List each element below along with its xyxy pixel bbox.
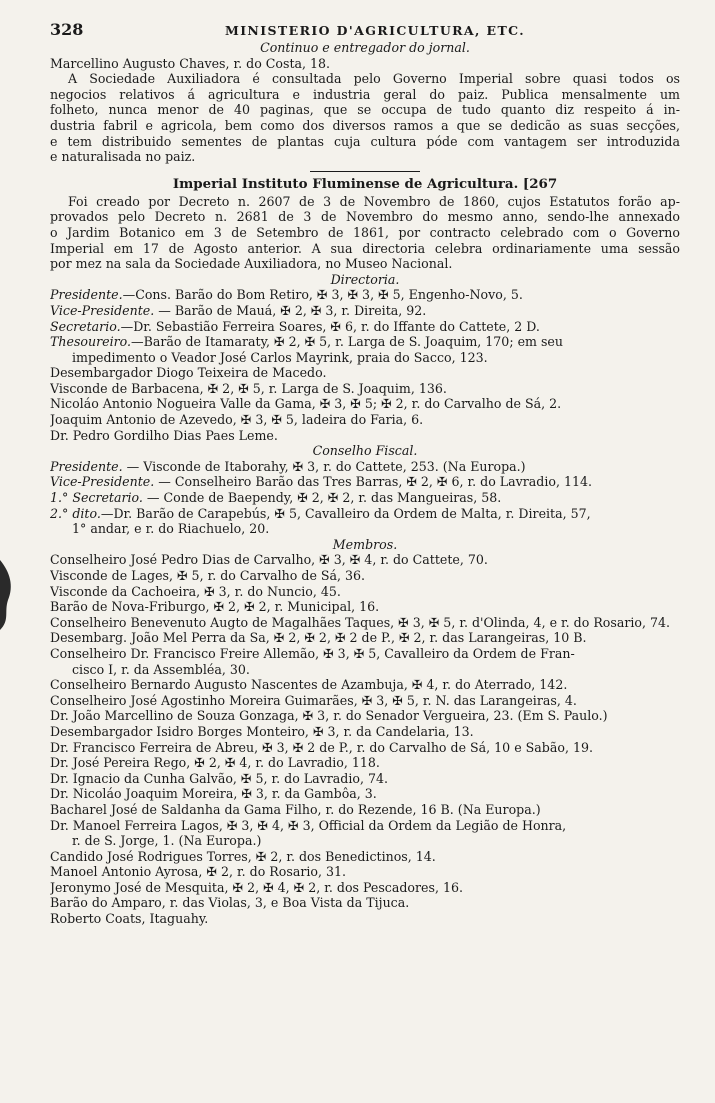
- entry-text: Visconde de Barbacena, ✠ 2, ✠ 5, r. Larga de S. Joaquim, 136.: [50, 380, 447, 396]
- list-item: [50, 365, 680, 381]
- directoria-list: [50, 287, 680, 443]
- list-item: [50, 334, 680, 350]
- entry-text: —Cons. Barão do Bom Retiro, ✠ 3, ✠ 3, ✠ 5, Engenho-Novo, 5.: [122, 287, 523, 303]
- text-line: Barão do Amparo, r. das Violas, 3, e Boa Vista da Tijuca.: [50, 895, 410, 911]
- text-line: Conselheiro José Pedro Dias de Carvalho, ✠ 3, ✠ 4, r. do Cattete, 70.: [50, 552, 488, 568]
- conselho-list: [50, 459, 680, 537]
- list-item: [50, 521, 680, 537]
- membros-heading: Membros.: [332, 536, 398, 552]
- text-line: Dr. Ignacio da Cunha Galvão, ✠ 5, r. do Lavradio, 74.: [50, 770, 389, 786]
- entry-text: 1° andar, e r. do Riachuelo, 20.: [72, 521, 270, 537]
- text-line: Dr. João Marcellino de Souza Gonzaga, ✠ 3, r. do Senador Vergueira, 23. (Em S. Paulo.): [50, 708, 608, 724]
- entry-text: Desembargador Diogo Teixeira de Macedo.: [50, 365, 327, 381]
- list-item: [50, 490, 680, 506]
- section-subtitle: Continuo e entregador do jornal.: [260, 40, 470, 55]
- running-title: MINISTERIO D'AGRICULTURA, ETC.: [224, 23, 526, 38]
- text-line: Bacharel José de Saldanha da Gama Filho, r. do Rezende, 16 B. (Na Europa.): [50, 801, 541, 817]
- role-label: Vice-Presidente.: [50, 302, 155, 318]
- entry-text: —Dr. Barão de Carapebús, ✠ 5, Cavalleiro da Ordem de Malta, r. Direita, 57,: [100, 505, 591, 521]
- text-line: Dr. Francisco Ferreira de Abreu, ✠ 3, ✠ 2 de P., r. do Carvalho de Sá, 10 e Sabão, 19.: [50, 739, 593, 755]
- list-item: [50, 303, 680, 319]
- text-line: provados pelo Decreto n. 2681 de 3 de Novembro do mesmo anno, sendo-lhe annexado: [50, 209, 680, 225]
- text-line: Roberto Coats, Itaguahy.: [50, 911, 209, 927]
- text-line: e naturalisada no paiz.: [50, 149, 196, 165]
- list-item: [50, 319, 680, 335]
- text-line: o Jardim Botanico em 3 de Setembro de 1861, por contracto celebrado com o Governo: [50, 224, 680, 240]
- role-label: 1.° Secretario.: [50, 490, 143, 506]
- text-line: por mez na sala da Sociedade Auxiliadora, no Museo Nacional.: [50, 256, 453, 272]
- list-item: [50, 428, 680, 444]
- entry-text: — Conselheiro Barão das Tres Barras, ✠ 2, ✠ 6, r. do Lavradio, 114.: [154, 474, 593, 490]
- entry-text: Joaquim Antonio de Azevedo, ✠ 3, ✠ 5, ladeira do Faria, 6.: [50, 412, 424, 428]
- entry-text: Dr. Pedro Gordilho Dias Paes Leme.: [50, 427, 278, 443]
- role-label: Presidente.: [50, 458, 123, 474]
- text-line: Conselheiro Benevenuto Augto de Magalhães Taques, ✠ 3, ✠ 5, r. d'Olinda, 4, e r. do Rosario, 74.: [50, 614, 671, 630]
- list-item: [50, 506, 680, 522]
- role-label: Secretario.: [50, 318, 121, 334]
- text-line: e tem distribuido sementes de plantas cuja cultura póde com vantagem ser introduzida: [50, 133, 680, 149]
- text-line: Dr. José Pereira Rego, ✠ 2, ✠ 4, r. do Lavradio, 118.: [50, 755, 380, 771]
- text-line: Manoel Antonio Ayrosa, ✠ 2, r. do Rosario, 31.: [50, 864, 346, 880]
- text-line: A Sociedade Auxiliadora é consultada pelo Governo Imperial sobre quasi todos os: [68, 71, 680, 87]
- text-line: Barão de Nova-Friburgo, ✠ 2, ✠ 2, r. Municipal, 16.: [50, 599, 380, 615]
- list-item: [50, 396, 680, 412]
- directoria-heading: Directoria.: [330, 271, 400, 287]
- entry-text: — Conde de Baependy, ✠ 2, ✠ 2, r. das Mangueiras, 58.: [142, 490, 502, 506]
- role-label: 2.° dito.: [50, 505, 101, 521]
- text-line: Visconde da Cachoeira, ✠ 3, r. do Nuncio, 45.: [50, 583, 341, 599]
- role-label: Thesoureiro.: [50, 334, 132, 350]
- text-line: Imperial em 17 de Agosto anterior. A sua directoria celebra ordinariamente uma sessão: [50, 240, 680, 256]
- section1-body: [50, 56, 680, 165]
- role-label: Vice-Presidente.: [50, 474, 155, 490]
- page-number: 328: [50, 20, 84, 39]
- text-line: cisco I, r. da Assembléa, 30.: [72, 661, 250, 677]
- text-line: r. de S. Jorge, 1. (Na Europa.): [72, 833, 262, 849]
- list-item: [50, 350, 680, 366]
- text-line: Candido José Rodrigues Torres, ✠ 2, r. dos Benedictinos, 14.: [50, 848, 436, 864]
- text-line: folheto, nunca menor de 40 paginas, que se occupa de tudo quanto diz respeito á in-: [50, 102, 680, 118]
- text-line: Dr. Nicoláo Joaquim Moreira, ✠ 3, r. da Gambôa, 3.: [50, 786, 377, 802]
- text-line: Visconde de Lages, ✠ 5, r. do Carvalho de Sá, 36.: [50, 568, 366, 583]
- list-item: [50, 474, 680, 490]
- text-line: dustria fabril e agricola, bem como dos diversos ramos a que se dedicão as suas secções,: [50, 117, 680, 133]
- conselho-heading: Conselho Fiscal.: [312, 443, 418, 459]
- list-item: [50, 412, 680, 428]
- entry-text: — Visconde de Itaborahy, ✠ 3, r. do Cattete, 253. (Na Europa.): [122, 458, 526, 474]
- text-line: Dr. Manoel Ferreira Lagos, ✠ 3, ✠ 4, ✠ 3, Official da Ordem da Legião de Honra,: [50, 817, 567, 833]
- entry-text: Nicoláo Antonio Nogueira Valle da Gama, ✠ 3, ✠ 5; ✠ 2, r. do Carvalho de Sá, 2.: [50, 396, 562, 412]
- text-line: Conselheiro José Agostinho Moreira Guimarães, ✠ 3, ✠ 5, r. N. das Larangeiras, 4.: [50, 692, 577, 708]
- text-line: Desembargador Isidro Borges Monteiro, ✠ 3, r. da Candelaria, 13.: [50, 723, 474, 739]
- text-line: Desembarg. João Mel Perra da Sa, ✠ 2, ✠ 2, ✠ 2 de P., ✠ 2, r. das Larangeiras, 10 B.: [50, 630, 587, 646]
- entry-text: impedimento o Veador José Carlos Mayrink, praia do Sacco, 123.: [72, 349, 488, 365]
- role-label: Presidente.: [50, 287, 123, 303]
- page-header: [50, 20, 680, 40]
- section-title: Imperial Instituto Fluminense de Agricultura. [267: [172, 175, 558, 192]
- text-line: Conselheiro Dr. Francisco Freire Allemão, ✠ 3, ✠ 5, Cavalleiro da Ordem de Fran-: [50, 645, 575, 661]
- text-line: negocios relativos á agricultura e industria geral do paiz. Publica mensalmente um: [50, 86, 680, 102]
- text-line: Conselheiro Bernardo Augusto Nascentes de Azambuja, ✠ 4, r. do Aterrado, 142.: [50, 677, 568, 693]
- divider-rule: [310, 171, 420, 172]
- document-page: [50, 20, 680, 927]
- section2-intro: [50, 194, 680, 272]
- margin-ornament: [0, 560, 16, 630]
- list-item: [50, 287, 680, 303]
- list-item: [50, 381, 680, 397]
- entry-text: —Dr. Sebastião Ferreira Soares, ✠ 6, r. do Iffante do Cattete, 2 D.: [120, 318, 540, 334]
- text-line: Foi creado por Decreto n. 2607 de 3 de Novembro de 1860, cujos Estatutos forão ap-: [68, 193, 680, 209]
- entry-text: —Barão de Itamaraty, ✠ 2, ✠ 5, r. Larga de S. Joaquim, 170; em seu: [131, 334, 563, 350]
- list-item: [50, 459, 680, 475]
- text-line: Jeronymo José de Mesquita, ✠ 2, ✠ 4, ✠ 2, r. dos Pescadores, 16.: [50, 879, 463, 895]
- text-line: Marcellino Augusto Chaves, r. do Costa, 18.: [50, 55, 331, 71]
- membros-list: [50, 552, 680, 926]
- entry-text: — Barão de Mauá, ✠ 2, ✠ 3, r. Direita, 92.: [154, 302, 427, 318]
